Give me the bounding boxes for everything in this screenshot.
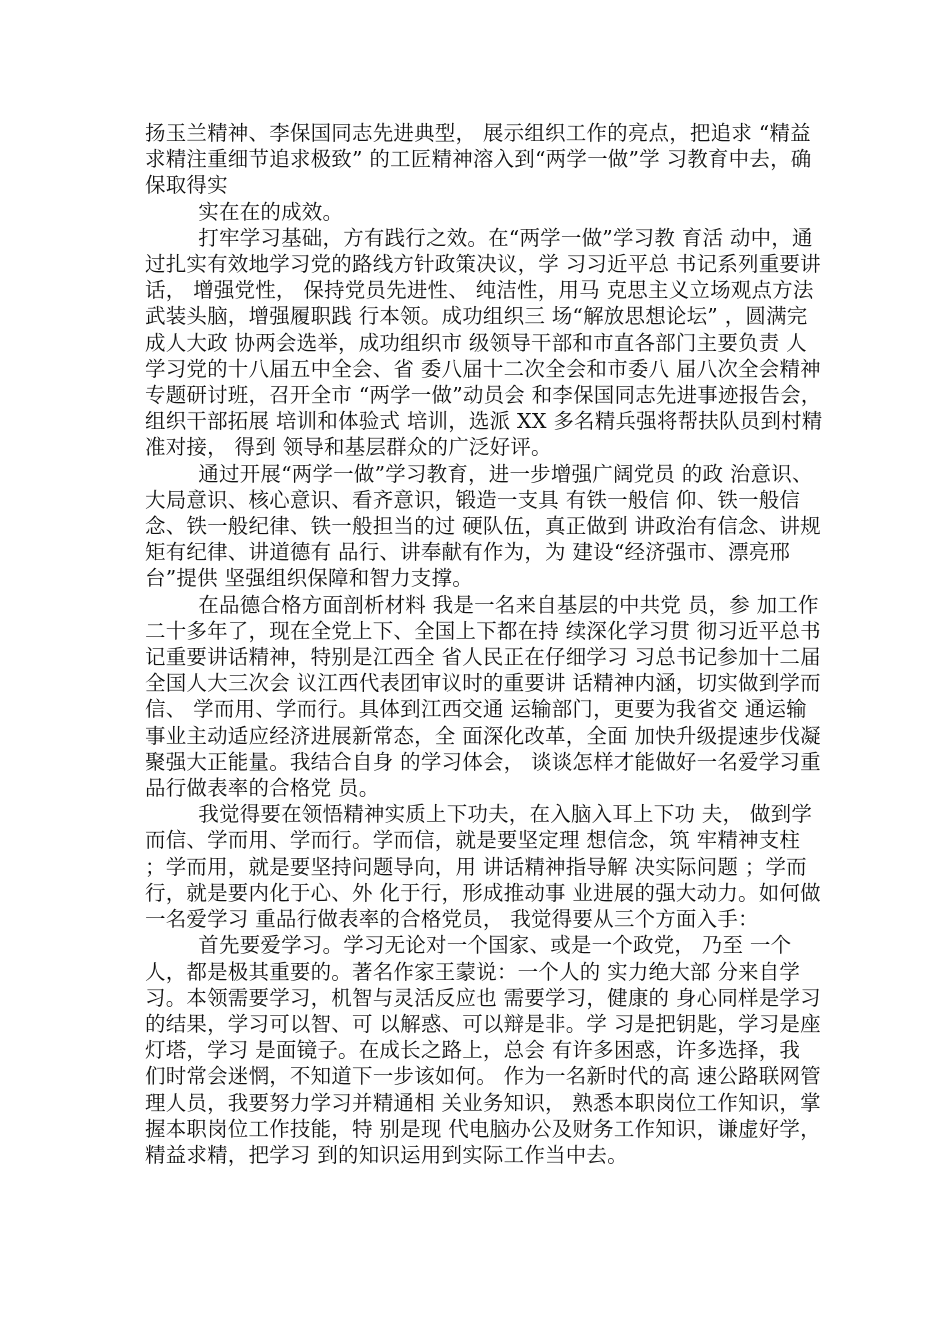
paragraph-7: 首先要爱学习。学习无论对一个国家、或是一个政党， 乃至 一个人，都是极其重要的。著名作家王蒙说：一个人的 实力绝大部 分来自学习。本领需要学习，机智与灵活反应也 需要学习，健康的 身心同样是学习的结果，学习可以智、可 以解惑、可以辩是非。学 习是把钥匙，学习是座灯塔，学习 是面镜子。在成长之路上，总会 有许多困惑，许多选择，我 们时常会迷惘，不知道下一步该如何。 作为一名新时代的高 速公路联网管理人员，我要努力学习并精通相 关业务知识， 熟悉本职岗位工作知识，掌握本职岗位工作技能，特 别是现 代电脑办公及财务工作知识，谦虚好学，精益求精，把学习 到的知识运用到实际工作当中去。 [145,933,821,1167]
paragraph-3: 打牢学习基础，方有践行之效。在“两学一做”学习教 育活 动中，通过扎实有效地学习党的路线方针政策决议，学 习习近平总 书记系列重要讲话， 增强党性， 保持党员先进性、 纯洁性，用马 克思主义立场观点方法武装头脑，增强履职践 行本领。成功组织三 场“解放思想论坛” ，圆满完成人大政 协两会选举，成功组织市 级领导干部和市直各部门主要负责 人学习党的十八届五中全会、省 委八届十二次全会和市委八 届八次全会精神专题研讨班，召开全市 “两学一做”动员会 和李保国同志先进事迹报告会，组织干部拓展 培训和体验式 培训，选派 XX 多名精兵强将帮扶队员到村精准对接， 得到 领导和基层群众的广泛好评。 [145,225,823,460]
paragraph-2: 实在在的成效。 [198,199,344,224]
paragraph-4: 通过开展“两学一做”学习教育，进一步增强广阔党员 的政 治意识、大局意识、核心意识、看齐意识，锻造一支具 有铁一般信 仰、铁一般信念、铁一般纪律、铁一般担当的过 硬队伍，真正做到 讲政治有信念、讲规矩有纪律、讲道德有 品行、讲奉献有作为，为 建设“经济强市、漂亮邢台”提供 坚强组织保障和智力支撑。 [145,461,821,591]
paragraph-6: 我觉得要在领悟精神实质上下功夫，在入脑入耳上下功 夫， 做到学而信、学而用、学而行。学而信，就是要坚定理 想信念，筑 牢精神支柱 ；学而用，就是要坚持问题导向，用 讲话精神指导解 决实际问题 ；学而行，就是要内化于心、外 化于行，形成推动事 业进展的强大动力。如何做一名爱学习 重品行做表率的合格党员， 我觉得要从三个方面入手： [145,802,821,932]
paragraph-5: 在品德合格方面剖析材料 我是一名来自基层的中共党 员，参 加工作二十多年了，现在全党上下、全国上下都在持 续深化学习贯 彻习近平总书记重要讲话精神，特别是江西全 省人民正在仔细学习 习总书记参加十二届全国人大三次会 议江西代表团审议时的重要讲 话精神内涵，切实做到学而信、 学而用、学而行。具体到江西交通 运输部门，更要为我省交 通运输事业主动适应经济进展新常态，全 面深化改革，全面 加快升级提速步伐凝聚强大正能量。我结合自身 的学习体会， 谈谈怎样才能做好一名爱学习重品行做表率的合格党 员。 [145,592,821,801]
document-body [145,120,823,1168]
paragraph-1: 扬玉兰精神、李保国同志先进典型， 展示组织工作的亮点，把追求 “精益求精注重细节追求极致” 的工匠精神溶入到“两学一做”学 习教育中去，确保取得实 [145,121,812,198]
